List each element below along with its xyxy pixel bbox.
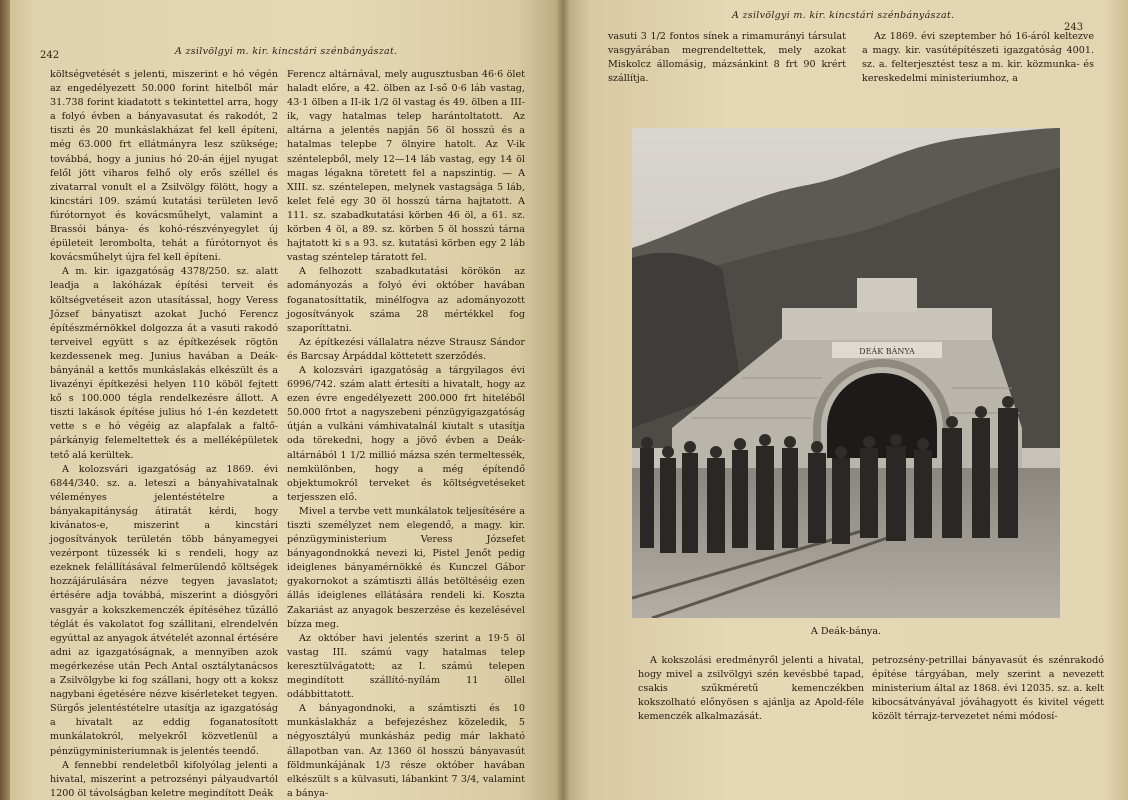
running-head-right: A zsilvölgyi m. kir. kincstári szénbányászat. xyxy=(732,10,955,21)
right-bottom-column-1 xyxy=(638,654,864,724)
paragraph: A kolozsvári igazgatóság a tárgyilagos évi 6996/742. szám alatt értesíti a hivatalt, hogy az ezen évre engedélyezett 200.000 frt hiteléből 50.000 frtot a nagyszebeni pénzügyigazgatóság útján a vulkáni vámhivatalnál kiutalt s utasítja oda törekedni, hogy a jövő évben a Deák-altárnából 1 1/2 millió mázsa szén termeltessék, nemkülönben, hogy a még építendő objektumokról terveket és költségvetéseket terjesszen elő. xyxy=(287,364,525,503)
paragraph: A m. kir. igazgatóság 4378/250. sz. alatt leadja a lakóházak építési terveit és költségvetéseit azon utasítással, hogy Veress József bányatiszt azokat Juchó Ferencz építészmérnökkel dolgozza át a vasuti rakodó terveivel együtt s az építkezések rögtön kezdessenek meg. Junius havában a Deák-bányánál a kettős munkáslakás elkészült és a livazényi építkezési helyen 110 köböl fejtett kő s 100.000 tégla rendelkezésre állott. A tiszti lakások építése julius hó 1-én kezdetett vette s e hó végéig az alapfalak a faltő-párkányig felemeltettek és a melléképületek tető alá kerültek. xyxy=(50,266,278,461)
paragraph: A kolozsvári igazgatóság az 1869. évi 6844/340. sz. a. leteszi a bányahivatalnak véleményes jelentéstételre a bányakapitányság átiratát kérdi, hogy kivánatos-e, miszerint a kincstári jogosítványok területén több bányamegyei vezérpont tüzessék ki s rendeli, hogy az ezeknek felállításával felmerülendő költségek hozzájárulására nézve tegyen javaslatot; értésére adja továbbá, miszerint a diósgyőri vasgyár a kokszkemenczék építéséhez tűzálló téglát és vakolatot fog szállitani, elrendelvén egyúttal az anyagok átvételét azonnal értésére adni az igazgatóságnak, a mennyiben azok megérkezése után Pech Antal osztálytanácsos a Zsilvölgybe ki fog szállani, hogy ott a koksz nagybani égetésére nézve kisérleteket tegyen. Sürgős jelentéstételre utasítja az igazgatóság a hivatalt az eddig foganatosított munkálatokról, melyekről közvetlenül a pénzügyministeriumnak is jelentés teendő. xyxy=(50,463,278,757)
paragraph: Az építkezési vállalatra nézve Strausz Sándor és Barcsay Árpáddal köttetett szerződés. xyxy=(287,336,525,362)
paragraph: A felhozott szabadkutatási körökön az adományozás a folyó évi október havában foganatosíttatik, minélfogva az adományozott jogosítványok száma 28 mértékkel fog szaporíttatni. xyxy=(287,266,525,334)
right-bottom-column-2 xyxy=(872,654,1104,724)
paragraph: Az október havi jelentés szerint a 19·5 öl vastag III. számú vagy hatalmas telep keresztülvágatott; az I. számú telepen megindított szállító-nyílám 11 öllel odábbittatott. xyxy=(287,632,525,701)
right-top-column-1 xyxy=(608,30,846,86)
right-top-column-2 xyxy=(862,30,1094,86)
paragraph: költségvetését s jelenti, miszerint e hó végén az engedélyezett 50.000 forint hitelből már 31.738 forint kiadatott s tekintettel arra, hogy a folyó évben a bányavasutat és rakodót, 2 tiszti és 20 munkáslakházat fel kell építeni, még 63.000 frt ellátmányra lesz szüksége; továbbá, hogy a junius hó 20-án éjjel nyugat felől jött viharos felhő oly erős széllel és zivatarral vonult el a Zsilvölgy fölött, hogy a kincstári 109. számú kutatási területen levő fúrótornyot és kovácsműhelyt, valamint a Brassói bánya- és kohó-részvényegylet új épületeit lerombolta, tehát a fúrótornyot és kovácsműhelyt újra fel kell építeni. xyxy=(50,69,278,264)
paragraph: Az 1869. évi szeptember hó 16-áról keltezve a magy. kir. vasútépítészeti igazgatóság 4001. sz. a. felterjesztést tesz a m. kir. közmunka- és kereskedelmi ministeriumhoz, a xyxy=(862,31,1094,85)
page-number-left: 242 xyxy=(40,50,60,61)
page-number-right: 243 xyxy=(1064,22,1084,33)
paragraph: vasuti 3 1/2 fontos sínek a rimamurányi társulat vasgyárában megrendeltettek, mely azokat Miskolcz állomásig, mázsánkint 8 frt 90 krért szállítja. xyxy=(608,31,846,85)
paragraph: A fennebbi rendeletből kifolyólag jelenti a hivatal, miszerint a petrozsényi pályaudvartól 1200 öl távolságban keletre megindított Deák xyxy=(50,759,278,799)
paragraph: Mivel a tervbe vett munkálatok teljesítésére a tiszti személyzet nem elegendő, a magy. kir. pénzügyministerium Veress Józsefet bányagondnokká nevezi ki, Pistel Jenőt pedig ideiglenes bányamérnökké és Kunczel Gábor gyakornokot a számtiszti állás betöltéséig ezen állás ideiglenes ellátására rendeli ki. Koszta Zakariást az anyagok beszerzése és kezelésével bízza meg. xyxy=(287,505,525,630)
mine-sign: DEÁK BÁNYA xyxy=(859,347,915,356)
left-column-1 xyxy=(50,68,278,800)
paragraph: Ferencz altárnával, mely augusztusban 46·6 ölet haladt előre, a 42. ölben az I-ső 0·6 láb vastag, 43·1 ölben a II-ik 1/2 öl vastag és 49. ölben a III-ik, vagy hatalmas telep harántoltatott. Az altárna a jelentés napján 56 öl hosszú és a hatalmas telepbe 7 ölnyire hatolt. Az V-ik széntelepből, mely 12—14 láb vastag, egy 14 öl magas légakna töretett fel a napszintig. — A XIII. sz. széntelepen, melynek vastagsága 5 láb, kelet felé egy 30 öl hosszú tárna hajtatott. A 111. sz. szabadkutatási körben 46 öl, a 61. sz. körben 4 öl, a 89. sz. körben 5 öl hosszú tárna hajtatott ki s a 93. sz. kutatási körben egy 2 láb vastag széntelep táratott fel. xyxy=(287,69,525,264)
paragraph: A kokszolási eredményről jelenti a hivatal, hogy mivel a zsilvölgyi szén kevésbbé tapad, csakis szűkméretű kemenczékben kokszolható előnyösen s ajánlja az Apold-féle kemenczék alkalmazását. xyxy=(638,655,864,723)
book-gutter xyxy=(556,0,570,800)
paragraph: petrozsény-petrillai bányavasút és szénrakodó építése tárgyában, mely szerint a nevezett ministerium által az 1868. évi 12035. sz. a. kelt kibocsátványával jóváhagyott és kivitel végett közölt térrajz-tervezetet némi módosí- xyxy=(872,655,1104,723)
book-edge xyxy=(0,0,10,800)
left-page xyxy=(0,0,562,800)
running-head-left: A zsilvölgyi m. kir. kincstári szénbányászat. xyxy=(175,46,398,57)
photo-caption: A Deák-bánya. xyxy=(810,626,882,637)
mine-entrance-photo xyxy=(632,128,1060,618)
paragraph: A bányagondnoki, a számtiszti és 10 munkáslakház a befejezéshez közeledik, 5 négyosztályú munkásház pedig már lakható állapotban van. Az 1360 öl hosszú bányavasút földmunkájának 1/3 része október havában elkészült s a külvasuti, lábankint 7 3/4, valamint a bánya- xyxy=(287,703,525,799)
left-column-2 xyxy=(287,68,525,800)
